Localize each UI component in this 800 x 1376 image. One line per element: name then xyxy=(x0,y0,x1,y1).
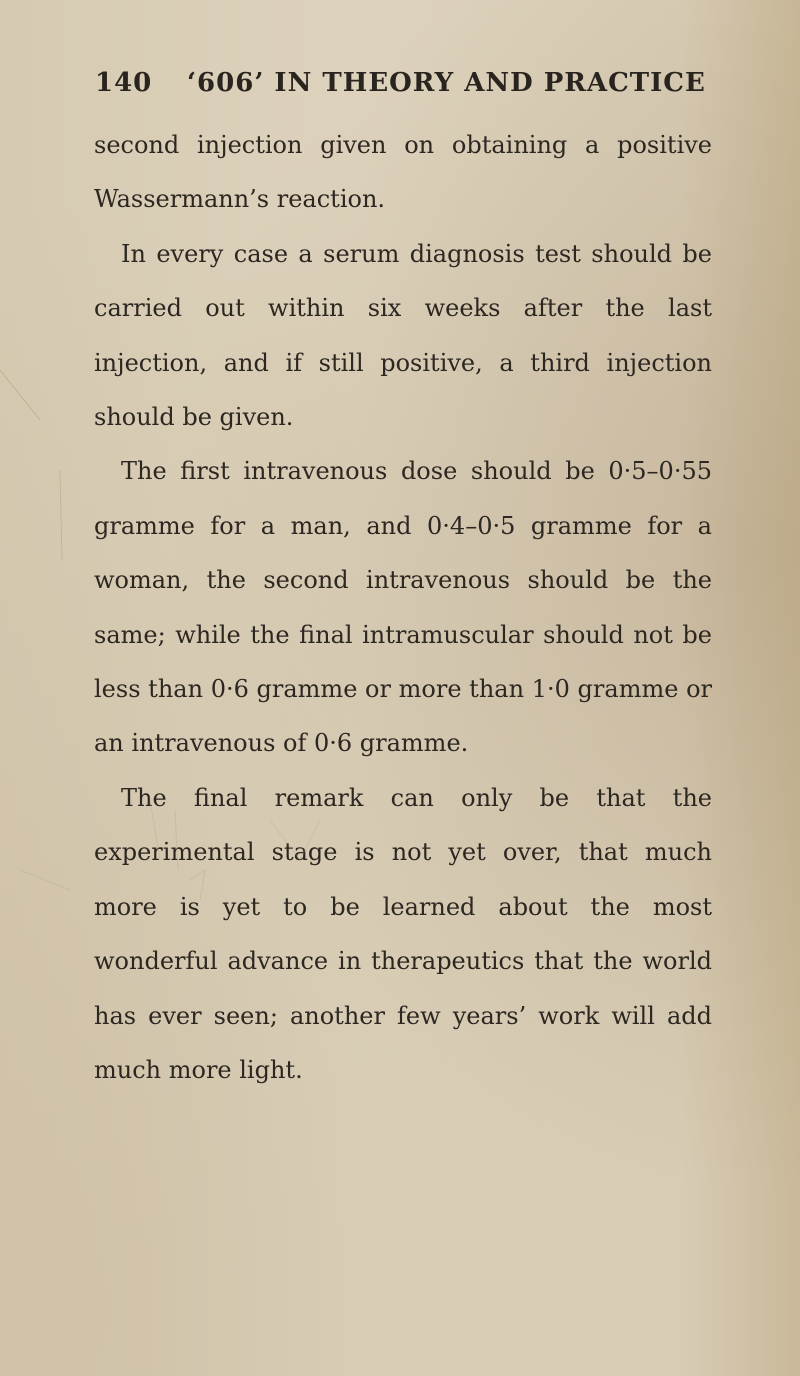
body-text xyxy=(94,118,712,1097)
running-head xyxy=(95,58,706,106)
paragraph-3: The first intravenous dose should be 0·5–0·55 gramme for a man, and 0·4–0·5 gramme for a woman, the second intravenous should be the same; while the final intramuscular should not be less than 0·6 gramme or more than 1·0 gramme or an intravenous of 0·6 gramme. xyxy=(94,457,712,758)
page-number: 140 xyxy=(95,68,153,98)
paragraph-2: In every case a serum diagnosis test should be carried out within six weeks after the last injection, and if still positive, a third injection should be given. xyxy=(94,239,712,432)
running-title: ‘606’ IN THEORY AND PRACTICE xyxy=(187,68,706,98)
paragraph-1: second injection given on obtaining a positive Wassermann’s reaction. xyxy=(94,131,712,214)
paragraph-4: The final remark can only be that the experimental stage is not yet over, that much more is yet to be learned about the most wonderful advance in therapeutics that the world has ever seen; another few years’ work will add much more light. xyxy=(94,783,712,1084)
